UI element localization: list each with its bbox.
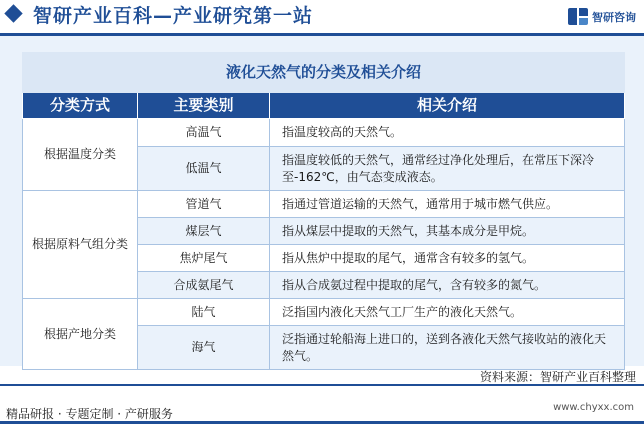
brand-logo-icon (568, 8, 588, 25)
category-cell: 管道气 (138, 191, 270, 218)
category-cell: 低温气 (138, 147, 270, 191)
column-header-method: 分类方式 (23, 93, 138, 119)
table-row (23, 299, 625, 326)
footer-divider (0, 384, 644, 386)
category-cell: 煤层气 (138, 218, 270, 245)
description-cell: 泛指国内液化天然气工厂生产的液化天然气。 (270, 299, 625, 326)
method-cell: 根据产地分类 (23, 299, 138, 370)
method-cell: 根据原料气组分类 (23, 191, 138, 299)
classification-table (22, 52, 625, 370)
category-cell: 海气 (138, 326, 270, 370)
description-cell: 指从煤层中提取的天然气，其基本成分是甲烷。 (270, 218, 625, 245)
description-cell: 指从合成氨过程中提取的尾气，含有较多的氮气。 (270, 272, 625, 299)
category-cell: 焦炉尾气 (138, 245, 270, 272)
description-cell: 泛指通过轮船海上进口的，送到各液化天然气接收站的液化天然气。 (270, 326, 625, 370)
brand-name: 智研咨询 (592, 10, 636, 24)
category-cell: 合成氨尾气 (138, 272, 270, 299)
description-cell: 指通过管道运输的天然气，通常用于城市燃气供应。 (270, 191, 625, 218)
footer-url[interactable]: www.chyxx.com (553, 402, 634, 413)
category-cell: 陆气 (138, 299, 270, 326)
footer-services: 精品研报 · 专题定制 · 产研服务 (6, 407, 173, 421)
page-title: 智研产业百科—产业研究第一站 (33, 5, 314, 27)
brand-logo[interactable] (568, 8, 636, 25)
category-cell: 高温气 (138, 119, 270, 147)
method-cell: 根据温度分类 (23, 119, 138, 191)
source-note: 资料来源：智研产业百科整理 (479, 370, 636, 384)
column-header-description: 相关介绍 (270, 93, 625, 119)
column-header-category: 主要类别 (138, 93, 270, 119)
description-cell: 指从焦炉中提取的尾气，通常含有较多的氢气。 (270, 245, 625, 272)
description-cell: 指温度较高的天然气。 (270, 119, 625, 147)
description-cell: 指温度较低的天然气，通常经过净化处理后，在常压下深冷至-162℃，由气态变成液态。 (270, 147, 625, 191)
table-row (23, 119, 625, 147)
header (0, 0, 644, 34)
diamond-icon (4, 4, 22, 22)
table-row (23, 191, 625, 218)
table-title: 液化天然气的分类及相关介绍 (23, 53, 625, 93)
